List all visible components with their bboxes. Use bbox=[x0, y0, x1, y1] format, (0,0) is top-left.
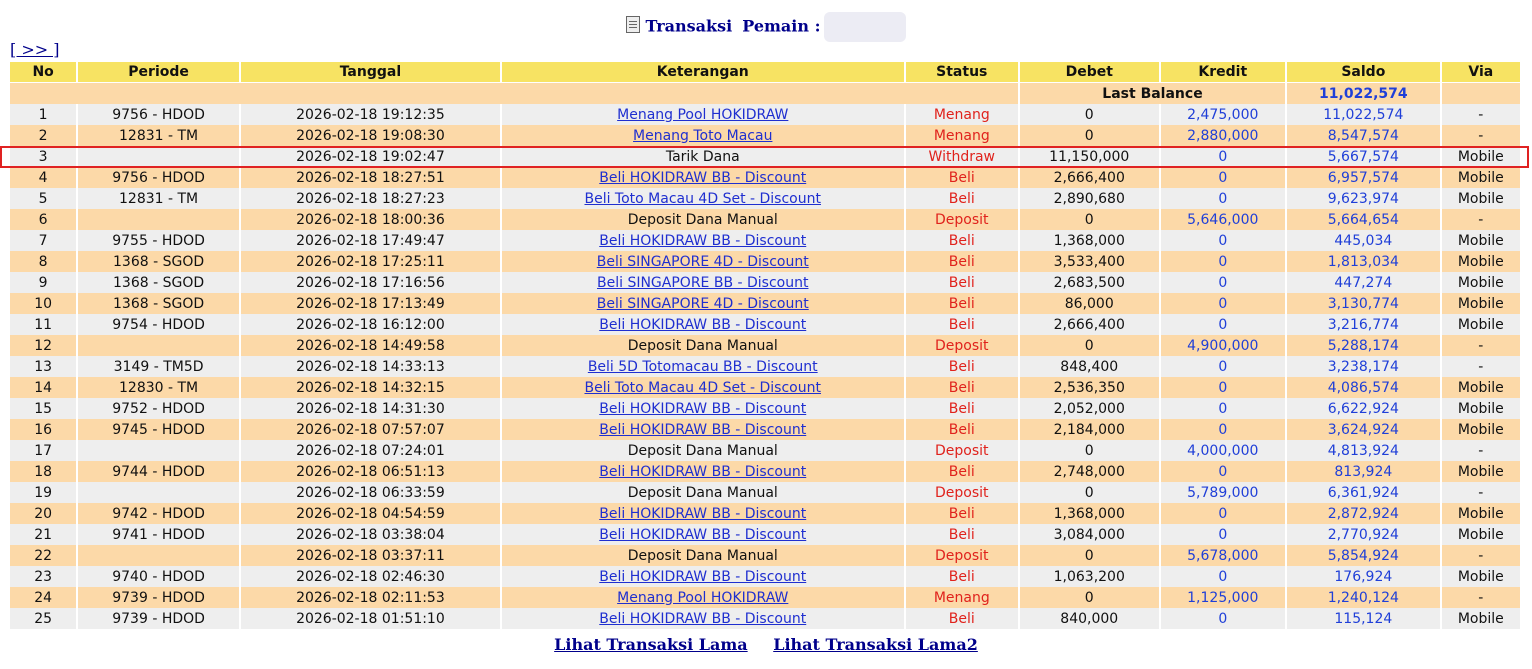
cell-keterangan bbox=[502, 293, 904, 314]
cell-via: - bbox=[1442, 125, 1520, 146]
cell-no: 10 bbox=[10, 293, 76, 314]
cell-status: Beli bbox=[906, 251, 1018, 272]
cell-saldo: 2,770,924 bbox=[1287, 524, 1440, 545]
column-header-status: Status bbox=[906, 62, 1018, 83]
description-link[interactable]: Beli SINGAPORE BB - Discount bbox=[597, 274, 809, 291]
cell-tanggal: 2026-02-18 14:32:15 bbox=[241, 377, 500, 398]
table-row bbox=[10, 419, 1520, 440]
table-row bbox=[10, 587, 1520, 608]
cell-debet: 1,368,000 bbox=[1020, 503, 1159, 524]
cell-keterangan bbox=[502, 524, 904, 545]
cell-keterangan bbox=[502, 104, 904, 125]
cell-periode bbox=[78, 146, 239, 167]
table-row bbox=[10, 146, 1520, 167]
description-link[interactable]: Beli SINGAPORE 4D - Discount bbox=[596, 253, 809, 270]
redacted-username bbox=[824, 12, 906, 42]
cell-no: 16 bbox=[10, 419, 76, 440]
cell-debet: 0 bbox=[1020, 587, 1159, 608]
cell-via: Mobile bbox=[1442, 146, 1520, 167]
cell-status: Beli bbox=[906, 566, 1018, 587]
cell-keterangan: Deposit Dana Manual bbox=[502, 209, 904, 230]
cell-keterangan bbox=[502, 356, 904, 377]
cell-saldo: 3,238,174 bbox=[1287, 356, 1440, 377]
cell-via: - bbox=[1442, 104, 1520, 125]
table-row bbox=[10, 356, 1520, 377]
cell-periode: 9745 - HDOD bbox=[78, 419, 239, 440]
cell-debet: 0 bbox=[1020, 545, 1159, 566]
cell-keterangan bbox=[502, 587, 904, 608]
table-row bbox=[10, 209, 1520, 230]
cell-saldo: 3,624,924 bbox=[1287, 419, 1440, 440]
cell-tanggal: 2026-02-18 18:00:36 bbox=[241, 209, 500, 230]
cell-status: Beli bbox=[906, 503, 1018, 524]
cell-debet: 0 bbox=[1020, 104, 1159, 125]
cell-periode: 9744 - HDOD bbox=[78, 461, 239, 482]
cell-keterangan bbox=[502, 125, 904, 146]
cell-no: 13 bbox=[10, 356, 76, 377]
cell-kredit: 0 bbox=[1161, 167, 1286, 188]
cell-via: Mobile bbox=[1442, 167, 1520, 188]
description-link[interactable]: Beli Toto Macau 4D Set - Discount bbox=[584, 190, 821, 207]
cell-periode: 9739 - HDOD bbox=[78, 587, 239, 608]
cell-via: - bbox=[1442, 335, 1520, 356]
table-row bbox=[10, 440, 1520, 461]
table-row bbox=[10, 104, 1520, 125]
cell-tanggal: 2026-02-18 14:31:30 bbox=[241, 398, 500, 419]
cell-kredit: 5,789,000 bbox=[1161, 482, 1286, 503]
cell-tanggal: 2026-02-18 02:46:30 bbox=[241, 566, 500, 587]
last-balance-value: 11,022,574 bbox=[1287, 83, 1440, 104]
transactions-table bbox=[8, 62, 1522, 629]
cell-via: Mobile bbox=[1442, 272, 1520, 293]
cell-periode: 3149 - TM5D bbox=[78, 356, 239, 377]
cell-no: 21 bbox=[10, 524, 76, 545]
cell-status: Deposit bbox=[906, 335, 1018, 356]
cell-tanggal: 2026-02-18 06:33:59 bbox=[241, 482, 500, 503]
cell-no: 4 bbox=[10, 167, 76, 188]
cell-keterangan: Tarik Dana bbox=[502, 146, 904, 167]
cell-via: Mobile bbox=[1442, 230, 1520, 251]
cell-via: Mobile bbox=[1442, 566, 1520, 587]
description-link[interactable]: Beli Toto Macau 4D Set - Discount bbox=[584, 379, 821, 396]
cell-debet: 2,683,500 bbox=[1020, 272, 1159, 293]
cell-periode: 9740 - HDOD bbox=[78, 566, 239, 587]
cell-kredit: 0 bbox=[1161, 230, 1286, 251]
cell-periode: 9739 - HDOD bbox=[78, 608, 239, 629]
cell-no: 8 bbox=[10, 251, 76, 272]
cell-debet: 3,533,400 bbox=[1020, 251, 1159, 272]
cell-no: 17 bbox=[10, 440, 76, 461]
cell-saldo: 5,288,174 bbox=[1287, 335, 1440, 356]
cell-debet: 0 bbox=[1020, 440, 1159, 461]
cell-status: Deposit bbox=[906, 209, 1018, 230]
cell-periode bbox=[78, 440, 239, 461]
cell-via: - bbox=[1442, 545, 1520, 566]
table-row bbox=[10, 188, 1520, 209]
cell-kredit: 0 bbox=[1161, 608, 1286, 629]
column-header-no: No bbox=[10, 62, 76, 83]
cell-periode: 9754 - HDOD bbox=[78, 314, 239, 335]
cell-keterangan bbox=[502, 230, 904, 251]
cell-debet: 0 bbox=[1020, 482, 1159, 503]
cell-tanggal: 2026-02-18 07:57:07 bbox=[241, 419, 500, 440]
column-header-kredit: Kredit bbox=[1161, 62, 1286, 83]
cell-keterangan: Deposit Dana Manual bbox=[502, 482, 904, 503]
cell-kredit: 1,125,000 bbox=[1161, 587, 1286, 608]
cell-no: 2 bbox=[10, 125, 76, 146]
description-link[interactable]: Beli HOKIDRAW BB - Discount bbox=[599, 610, 807, 627]
cell-periode: 12831 - TM bbox=[78, 125, 239, 146]
cell-saldo: 1,240,124 bbox=[1287, 587, 1440, 608]
cell-status: Beli bbox=[906, 188, 1018, 209]
description-link[interactable]: Beli HOKIDRAW BB - Discount bbox=[599, 400, 807, 417]
description-link[interactable]: Menang Pool HOKIDRAW bbox=[617, 106, 789, 123]
cell-periode: 9756 - HDOD bbox=[78, 104, 239, 125]
cell-status: Beli bbox=[906, 293, 1018, 314]
cell-periode: 9756 - HDOD bbox=[78, 167, 239, 188]
cell-tanggal: 2026-02-18 04:54:59 bbox=[241, 503, 500, 524]
last-balance-label: Last Balance bbox=[1020, 83, 1285, 104]
table-row bbox=[10, 482, 1520, 503]
cell-saldo: 1,813,034 bbox=[1287, 251, 1440, 272]
document-icon bbox=[626, 16, 640, 33]
description-link[interactable]: Beli HOKIDRAW BB - Discount bbox=[599, 568, 807, 585]
cell-keterangan bbox=[502, 188, 904, 209]
cell-no: 1 bbox=[10, 104, 76, 125]
cell-kredit: 5,678,000 bbox=[1161, 545, 1286, 566]
cell-debet: 2,184,000 bbox=[1020, 419, 1159, 440]
cell-status: Beli bbox=[906, 167, 1018, 188]
cell-tanggal: 2026-02-18 14:33:13 bbox=[241, 356, 500, 377]
cell-debet: 86,000 bbox=[1020, 293, 1159, 314]
table-row bbox=[10, 167, 1520, 188]
cell-keterangan bbox=[502, 272, 904, 293]
cell-no: 12 bbox=[10, 335, 76, 356]
column-header-tanggal: Tanggal bbox=[241, 62, 500, 83]
cell-kredit: 0 bbox=[1161, 188, 1286, 209]
cell-periode: 1368 - SGOD bbox=[78, 251, 239, 272]
cell-kredit: 0 bbox=[1161, 566, 1286, 587]
cell-kredit: 0 bbox=[1161, 398, 1286, 419]
cell-saldo: 2,872,924 bbox=[1287, 503, 1440, 524]
cell-via: Mobile bbox=[1442, 503, 1520, 524]
cell-saldo: 176,924 bbox=[1287, 566, 1440, 587]
cell-periode: 1368 - SGOD bbox=[78, 272, 239, 293]
cell-periode bbox=[78, 335, 239, 356]
table-row bbox=[10, 335, 1520, 356]
description-link[interactable]: Beli HOKIDRAW BB - Discount bbox=[599, 232, 807, 249]
cell-no: 20 bbox=[10, 503, 76, 524]
cell-debet: 848,400 bbox=[1020, 356, 1159, 377]
cell-status: Beli bbox=[906, 524, 1018, 545]
cell-tanggal: 2026-02-18 03:38:04 bbox=[241, 524, 500, 545]
cell-keterangan bbox=[502, 608, 904, 629]
cell-no: 24 bbox=[10, 587, 76, 608]
cell-no: 19 bbox=[10, 482, 76, 503]
cell-saldo: 445,034 bbox=[1287, 230, 1440, 251]
column-header-periode: Periode bbox=[78, 62, 239, 83]
cell-tanggal: 2026-02-18 01:51:10 bbox=[241, 608, 500, 629]
cell-via: - bbox=[1442, 356, 1520, 377]
cell-no: 25 bbox=[10, 608, 76, 629]
cell-debet: 0 bbox=[1020, 335, 1159, 356]
cell-periode: 9742 - HDOD bbox=[78, 503, 239, 524]
cell-status: Deposit bbox=[906, 440, 1018, 461]
cell-via: - bbox=[1442, 482, 1520, 503]
cell-tanggal: 2026-02-18 14:49:58 bbox=[241, 335, 500, 356]
cell-status: Beli bbox=[906, 377, 1018, 398]
cell-keterangan bbox=[502, 314, 904, 335]
table-row bbox=[10, 251, 1520, 272]
cell-keterangan: Deposit Dana Manual bbox=[502, 545, 904, 566]
cell-periode: 12831 - TM bbox=[78, 188, 239, 209]
table-row bbox=[10, 503, 1520, 524]
cell-via: Mobile bbox=[1442, 419, 1520, 440]
cell-via: Mobile bbox=[1442, 293, 1520, 314]
cell-periode: 9752 - HDOD bbox=[78, 398, 239, 419]
cell-kredit: 0 bbox=[1161, 314, 1286, 335]
description-link[interactable]: Beli HOKIDRAW BB - Discount bbox=[599, 421, 807, 438]
cell-keterangan bbox=[502, 419, 904, 440]
table-row bbox=[10, 524, 1520, 545]
cell-status: Menang bbox=[906, 125, 1018, 146]
cell-kredit: 0 bbox=[1161, 461, 1286, 482]
cell-debet: 2,666,400 bbox=[1020, 167, 1159, 188]
cell-kredit: 0 bbox=[1161, 419, 1286, 440]
cell-via: Mobile bbox=[1442, 524, 1520, 545]
cell-saldo: 3,216,774 bbox=[1287, 314, 1440, 335]
cell-debet: 2,536,350 bbox=[1020, 377, 1159, 398]
description-link[interactable]: Beli 5D Totomacau BB - Discount bbox=[587, 358, 818, 375]
cell-kredit: 0 bbox=[1161, 146, 1286, 167]
old-transactions-link-2[interactable]: Lihat Transaksi Lama2 bbox=[773, 635, 978, 654]
cell-debet: 1,368,000 bbox=[1020, 230, 1159, 251]
cell-status: Beli bbox=[906, 272, 1018, 293]
cell-periode bbox=[78, 545, 239, 566]
cell-debet: 2,748,000 bbox=[1020, 461, 1159, 482]
table-row bbox=[10, 566, 1520, 587]
cell-kredit: 0 bbox=[1161, 356, 1286, 377]
description-link[interactable]: Beli HOKIDRAW BB - Discount bbox=[599, 316, 807, 333]
cell-status: Beli bbox=[906, 461, 1018, 482]
cell-status: Deposit bbox=[906, 545, 1018, 566]
cell-no: 3 bbox=[10, 146, 76, 167]
table-row bbox=[10, 398, 1520, 419]
cell-tanggal: 2026-02-18 03:37:11 bbox=[241, 545, 500, 566]
cell-via: - bbox=[1442, 587, 1520, 608]
cell-tanggal: 2026-02-18 18:27:51 bbox=[241, 167, 500, 188]
cell-saldo: 5,664,654 bbox=[1287, 209, 1440, 230]
cell-saldo: 8,547,574 bbox=[1287, 125, 1440, 146]
table-row bbox=[10, 230, 1520, 251]
title-transaksi: Transaksi bbox=[645, 16, 733, 36]
cell-kredit: 2,880,000 bbox=[1161, 125, 1286, 146]
cell-via: Mobile bbox=[1442, 188, 1520, 209]
cell-tanggal: 2026-02-18 17:13:49 bbox=[241, 293, 500, 314]
cell-keterangan: Deposit Dana Manual bbox=[502, 335, 904, 356]
description-link[interactable]: Beli HOKIDRAW BB - Discount bbox=[599, 463, 807, 480]
description-link[interactable]: Beli HOKIDRAW BB - Discount bbox=[599, 169, 807, 186]
cell-status: Beli bbox=[906, 356, 1018, 377]
cell-tanggal: 2026-02-18 07:24:01 bbox=[241, 440, 500, 461]
cell-no: 5 bbox=[10, 188, 76, 209]
cell-periode bbox=[78, 209, 239, 230]
table-row bbox=[10, 545, 1520, 566]
cell-periode: 9741 - HDOD bbox=[78, 524, 239, 545]
cell-no: 18 bbox=[10, 461, 76, 482]
cell-keterangan bbox=[502, 167, 904, 188]
description-link[interactable]: Menang Toto Macau bbox=[633, 127, 773, 144]
cell-keterangan bbox=[502, 377, 904, 398]
cell-kredit: 2,475,000 bbox=[1161, 104, 1286, 125]
description-link[interactable]: Beli HOKIDRAW BB - Discount bbox=[599, 526, 807, 543]
old-transactions-link[interactable]: Lihat Transaksi Lama bbox=[554, 635, 748, 654]
cell-debet: 840,000 bbox=[1020, 608, 1159, 629]
cell-status: Beli bbox=[906, 419, 1018, 440]
cell-keterangan bbox=[502, 566, 904, 587]
cell-via: - bbox=[1442, 209, 1520, 230]
table-row bbox=[10, 461, 1520, 482]
cell-tanggal: 2026-02-18 17:25:11 bbox=[241, 251, 500, 272]
cell-tanggal: 2026-02-18 19:02:47 bbox=[241, 146, 500, 167]
cell-status: Withdraw bbox=[906, 146, 1018, 167]
cell-debet: 11,150,000 bbox=[1020, 146, 1159, 167]
cell-via: - bbox=[1442, 440, 1520, 461]
description-link[interactable]: Menang Pool HOKIDRAW bbox=[617, 589, 789, 606]
column-header-keterangan: Keterangan bbox=[502, 62, 904, 83]
description-link[interactable]: Beli HOKIDRAW BB - Discount bbox=[599, 505, 807, 522]
cell-saldo: 4,086,574 bbox=[1287, 377, 1440, 398]
cell-saldo: 6,361,924 bbox=[1287, 482, 1440, 503]
next-page-link[interactable]: [ >> ] bbox=[10, 40, 60, 59]
cell-kredit: 0 bbox=[1161, 524, 1286, 545]
cell-saldo: 11,022,574 bbox=[1287, 104, 1440, 125]
cell-via: Mobile bbox=[1442, 377, 1520, 398]
cell-periode bbox=[78, 482, 239, 503]
cell-no: 9 bbox=[10, 272, 76, 293]
cell-saldo: 4,813,924 bbox=[1287, 440, 1440, 461]
cell-periode: 9755 - HDOD bbox=[78, 230, 239, 251]
cell-periode: 12830 - TM bbox=[78, 377, 239, 398]
cell-saldo: 5,667,574 bbox=[1287, 146, 1440, 167]
cell-no: 6 bbox=[10, 209, 76, 230]
table-row bbox=[10, 314, 1520, 335]
cell-tanggal: 2026-02-18 17:16:56 bbox=[241, 272, 500, 293]
cell-via: Mobile bbox=[1442, 461, 1520, 482]
title-pemain: Pemain : bbox=[742, 16, 821, 36]
cell-via: Mobile bbox=[1442, 398, 1520, 419]
cell-tanggal: 2026-02-18 06:51:13 bbox=[241, 461, 500, 482]
last-balance-row bbox=[10, 83, 1520, 104]
cell-tanggal: 2026-02-18 18:27:23 bbox=[241, 188, 500, 209]
cell-no: 11 bbox=[10, 314, 76, 335]
cell-saldo: 5,854,924 bbox=[1287, 545, 1440, 566]
cell-kredit: 5,646,000 bbox=[1161, 209, 1286, 230]
cell-debet: 0 bbox=[1020, 125, 1159, 146]
table-row bbox=[10, 293, 1520, 314]
cell-status: Beli bbox=[906, 230, 1018, 251]
cell-saldo: 9,623,974 bbox=[1287, 188, 1440, 209]
column-header-via: Via bbox=[1442, 62, 1520, 83]
cell-status: Menang bbox=[906, 104, 1018, 125]
page-title bbox=[0, 12, 1532, 42]
cell-debet: 2,890,680 bbox=[1020, 188, 1159, 209]
description-link[interactable]: Beli SINGAPORE 4D - Discount bbox=[596, 295, 809, 312]
table-row bbox=[10, 272, 1520, 293]
cell-via: Mobile bbox=[1442, 608, 1520, 629]
table-row bbox=[10, 608, 1520, 629]
cell-keterangan bbox=[502, 503, 904, 524]
column-header-saldo: Saldo bbox=[1287, 62, 1440, 83]
cell-saldo: 3,130,774 bbox=[1287, 293, 1440, 314]
cell-no: 22 bbox=[10, 545, 76, 566]
cell-debet: 0 bbox=[1020, 209, 1159, 230]
cell-saldo: 6,957,574 bbox=[1287, 167, 1440, 188]
cell-no: 23 bbox=[10, 566, 76, 587]
cell-no: 14 bbox=[10, 377, 76, 398]
cell-debet: 2,666,400 bbox=[1020, 314, 1159, 335]
cell-keterangan bbox=[502, 251, 904, 272]
cell-saldo: 115,124 bbox=[1287, 608, 1440, 629]
cell-via: Mobile bbox=[1442, 251, 1520, 272]
cell-kredit: 0 bbox=[1161, 503, 1286, 524]
cell-no: 15 bbox=[10, 398, 76, 419]
table-row bbox=[10, 125, 1520, 146]
cell-kredit: 0 bbox=[1161, 377, 1286, 398]
cell-periode: 1368 - SGOD bbox=[78, 293, 239, 314]
cell-status: Beli bbox=[906, 608, 1018, 629]
cell-no: 7 bbox=[10, 230, 76, 251]
cell-status: Beli bbox=[906, 314, 1018, 335]
cell-kredit: 0 bbox=[1161, 293, 1286, 314]
column-header-debet: Debet bbox=[1020, 62, 1159, 83]
cell-tanggal: 2026-02-18 02:11:53 bbox=[241, 587, 500, 608]
cell-tanggal: 2026-02-18 17:49:47 bbox=[241, 230, 500, 251]
table-header-row bbox=[10, 62, 1520, 83]
cell-saldo: 813,924 bbox=[1287, 461, 1440, 482]
cell-debet: 2,052,000 bbox=[1020, 398, 1159, 419]
cell-keterangan: Deposit Dana Manual bbox=[502, 440, 904, 461]
cell-debet: 1,063,200 bbox=[1020, 566, 1159, 587]
cell-via: Mobile bbox=[1442, 314, 1520, 335]
cell-debet: 3,084,000 bbox=[1020, 524, 1159, 545]
cell-tanggal: 2026-02-18 19:12:35 bbox=[241, 104, 500, 125]
cell-kredit: 0 bbox=[1161, 272, 1286, 293]
cell-status: Deposit bbox=[906, 482, 1018, 503]
cell-tanggal: 2026-02-18 16:12:00 bbox=[241, 314, 500, 335]
cell-kredit: 4,900,000 bbox=[1161, 335, 1286, 356]
cell-kredit: 0 bbox=[1161, 251, 1286, 272]
cell-status: Menang bbox=[906, 587, 1018, 608]
cell-status: Beli bbox=[906, 398, 1018, 419]
cell-kredit: 4,000,000 bbox=[1161, 440, 1286, 461]
cell-saldo: 6,622,924 bbox=[1287, 398, 1440, 419]
table-row bbox=[10, 377, 1520, 398]
footer-links bbox=[0, 635, 1532, 654]
cell-keterangan bbox=[502, 398, 904, 419]
cell-tanggal: 2026-02-18 19:08:30 bbox=[241, 125, 500, 146]
cell-saldo: 447,274 bbox=[1287, 272, 1440, 293]
cell-keterangan bbox=[502, 461, 904, 482]
